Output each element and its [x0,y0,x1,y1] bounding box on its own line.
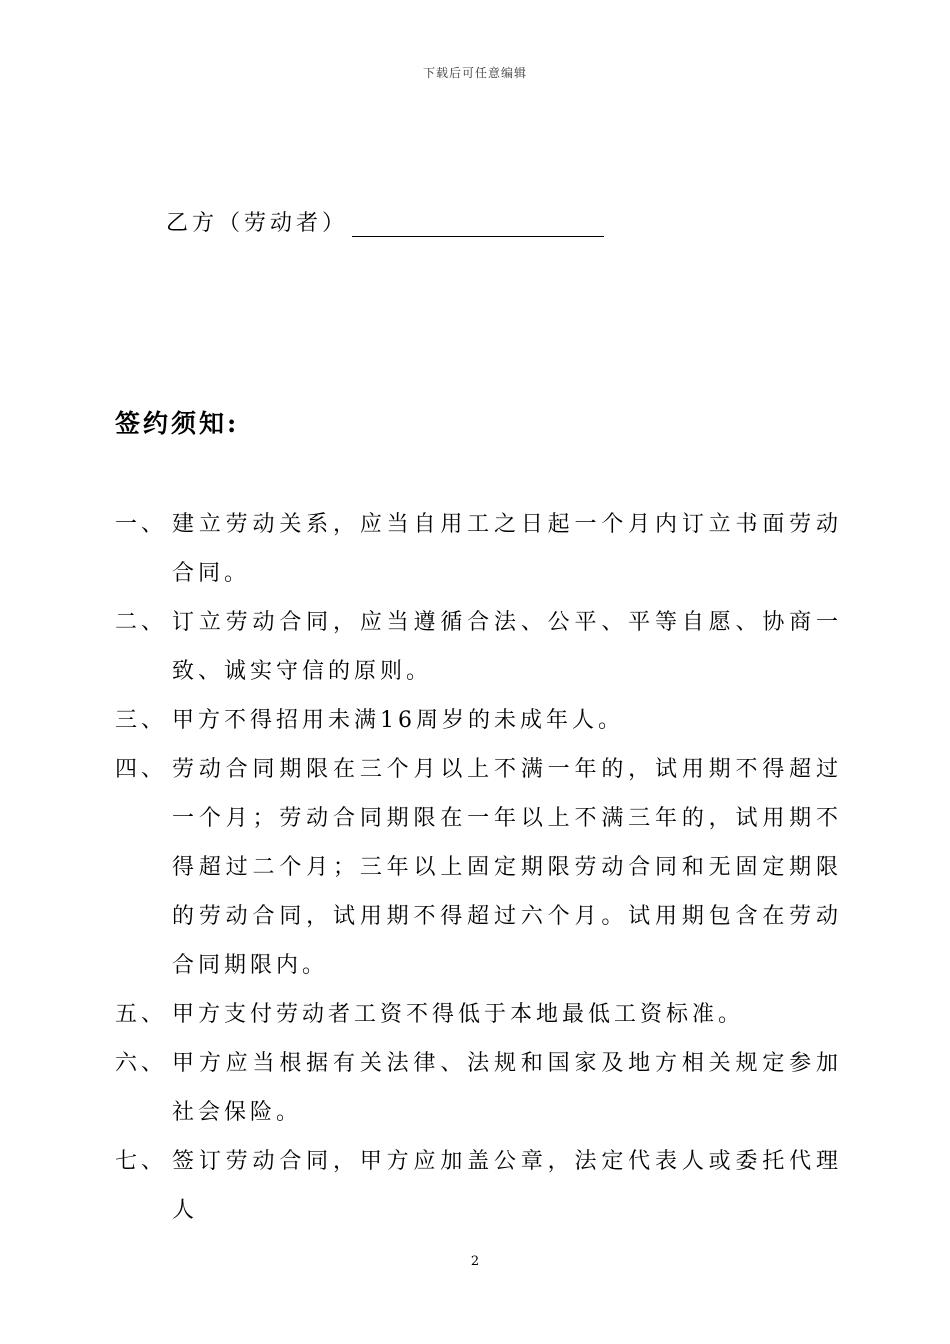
item-text: 甲方不得招用未满16周岁的未成年人。 [172,708,624,733]
page-header-note: 下载后可任意编辑 [422,66,527,80]
item-text: 甲方应当根据有关法律、法规和国家及地方相关规定参加社会保险。 [172,1051,842,1125]
notice-title: 签约须知: [115,409,240,438]
item-text: 建立劳动关系，应当自用工之日起一个月内订立书面劳动合同。 [172,512,842,586]
item-text: 订立劳动合同，应当遵循合法、公平、平等自愿、协商一致、诚实守信的原则。 [172,610,842,684]
notice-item-7 [0,1137,950,1235]
item-marker: 七、 [115,1149,168,1174]
item-text: 劳动合同期限在三个月以上不满一年的，试用期不得超过一个月；劳动合同期限在一年以上不满三年的，试用期不得超过二个月；三年以上固定期限劳动合同和无固定期限的劳动合同，试用期不得超过六个月。试用期包含在劳动合同期限内。 [172,757,842,978]
page-number: 2 [470,1254,480,1269]
item-marker: 四、 [115,757,168,782]
item-marker: 六、 [115,1051,168,1076]
item-marker: 五、 [115,1002,168,1027]
notice-list [0,500,950,1235]
notice-item-1 [0,500,950,598]
party-b-label: 乙方（劳动者） [166,211,349,236]
notice-item-5 [0,990,950,1039]
signature-line [166,206,604,237]
item-text: 签订劳动合同，甲方应加盖公章，法定代表人或委托代理人 [172,1149,842,1223]
item-marker: 二、 [115,610,168,635]
notice-item-4 [0,745,950,990]
notice-item-2 [0,598,950,696]
signature-blank [352,206,604,237]
notice-item-6 [0,1039,950,1137]
item-marker: 一、 [115,512,168,537]
item-text: 甲方支付劳动者工资不得低于本地最低工资标准。 [172,1002,745,1027]
notice-item-3 [0,696,950,745]
item-marker: 三、 [115,708,168,733]
